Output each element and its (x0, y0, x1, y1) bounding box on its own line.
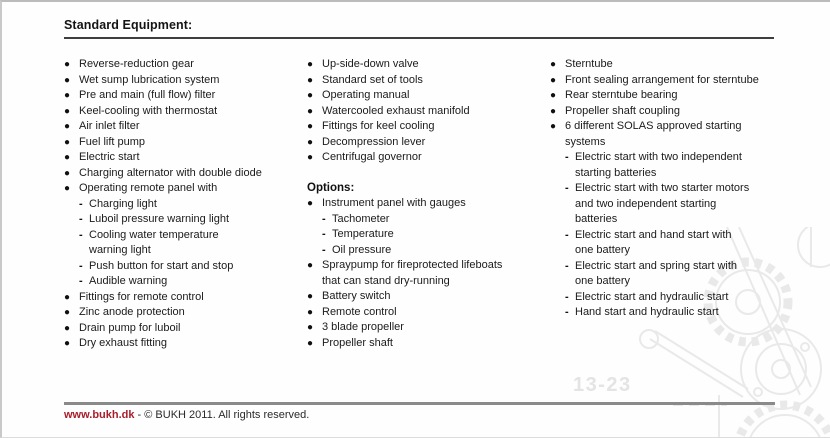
page-number: 13-23 (573, 374, 632, 396)
bullet-icon: ● (307, 121, 314, 132)
dash-icon: - (79, 259, 83, 272)
bullet-icon: ● (64, 121, 71, 132)
list-item (307, 73, 550, 89)
list-item-label: Centrifugal governor (322, 151, 422, 163)
list-item-label: Wet sump lubrication system (79, 73, 220, 86)
sub-list-item-label: Tachometer (332, 212, 390, 225)
sub-list-item-label: Electric start with two independent starting batteries (575, 151, 742, 179)
bullet-icon: ● (307, 74, 314, 86)
sub-list-item (307, 243, 550, 259)
list-item-label: Decompression lever (322, 135, 426, 148)
list-item (307, 135, 550, 151)
sub-list-item (64, 197, 307, 213)
bullet-icon: ● (307, 152, 314, 163)
list-item (307, 258, 550, 289)
sub-list-item (550, 290, 795, 306)
footer-website-link[interactable]: www.bukh.dk (64, 409, 135, 421)
dash-icon: - (79, 275, 83, 287)
list-item (64, 119, 307, 135)
bullet-icon: ● (64, 105, 71, 117)
list-item-label: Dry exhaust fitting (79, 337, 168, 349)
list-item-label: Air inlet filter (79, 120, 140, 132)
list-item-label: Electric start (79, 151, 140, 163)
bullet-icon: ● (64, 322, 71, 334)
sub-list-item (307, 212, 550, 228)
dash-icon: - (322, 212, 326, 225)
sub-list-item-label: Luboil pressure warning light (89, 213, 230, 225)
sub-list-item-label: Oil pressure (332, 243, 392, 256)
sub-list-item (64, 212, 307, 228)
bullet-icon: ● (64, 167, 71, 179)
equipment-column-3 (550, 57, 795, 352)
list-item (64, 135, 307, 151)
dash-icon: - (322, 228, 326, 240)
sub-list-item-label: Audible warning (89, 275, 168, 287)
list-item (550, 88, 795, 104)
list-item-label: Propeller shaft (322, 336, 393, 349)
list-item-label: Standard set of tools (322, 73, 423, 86)
sub-list-item (64, 274, 307, 290)
bullet-icon: ● (307, 260, 314, 271)
list-item-label: Keel-cooling with thermostat (79, 104, 218, 117)
list-item-label: Zinc anode protection (79, 306, 185, 318)
list-item-label: 6 different SOLAS approved starting systems (565, 120, 742, 148)
list-item-label: Up-side-down valve (322, 58, 419, 70)
list-item (307, 119, 550, 135)
list-item-label: Fittings for remote control (79, 290, 204, 303)
dash-icon: - (565, 182, 569, 194)
list-item (307, 88, 550, 104)
list-item (550, 104, 795, 120)
list-item-label: Fittings for keel cooling (322, 120, 435, 132)
bullet-icon: ● (64, 338, 71, 349)
list-item-label: Instrument panel with gauges (322, 197, 466, 209)
list-item (64, 321, 307, 337)
list-item (307, 305, 550, 321)
sub-list-item-label: Temperature (332, 228, 394, 240)
bullet-icon: ● (307, 337, 314, 349)
footer-copyright: - © BUKH 2011. All rights reserved. (134, 409, 310, 421)
bullet-icon: ● (307, 59, 314, 70)
sub-list-item (550, 228, 795, 259)
sub-list-item (550, 259, 795, 290)
list-item-label: Battery switch (322, 290, 391, 302)
list-item (64, 290, 307, 306)
list-item (64, 336, 307, 352)
bullet-icon: ● (550, 121, 557, 132)
footer (64, 409, 309, 421)
list-item (307, 336, 550, 352)
list-item (64, 181, 307, 197)
list-item (307, 150, 550, 166)
bullet-icon: ● (64, 74, 71, 86)
bullet-icon: ● (550, 90, 557, 101)
list-item-label: Sterntube (565, 58, 613, 70)
list-item (64, 104, 307, 120)
footer-divider (64, 402, 775, 405)
bullet-icon: ● (550, 59, 557, 70)
options-heading: Options: (307, 181, 355, 194)
bullet-icon: ● (307, 90, 314, 101)
bullet-icon: ● (307, 322, 314, 333)
bullet-icon: ● (307, 198, 314, 209)
dash-icon: - (565, 306, 569, 318)
bullet-icon: ● (64, 183, 71, 194)
sub-list-item (550, 181, 795, 228)
dash-icon: - (322, 243, 326, 256)
list-item (64, 166, 307, 182)
list-item (550, 73, 795, 89)
dash-icon: - (79, 213, 83, 225)
sub-list-item (550, 150, 795, 181)
sub-list-item (550, 305, 795, 321)
list-item (550, 119, 795, 150)
list-item-label: Pre and main (full flow) filter (79, 89, 216, 101)
list-item-label: Rear sterntube bearing (565, 89, 678, 101)
list-item (307, 289, 550, 305)
sub-list-item-label: Cooling water temperature warning light (89, 228, 219, 256)
list-item-label: Front sealing arrangement for sterntube (565, 73, 759, 86)
sub-list-item-label: Electric start and spring start with one battery (575, 259, 738, 287)
list-item-label: Reverse-reduction gear (79, 58, 194, 70)
list-item (64, 88, 307, 104)
list-item (64, 305, 307, 321)
sub-list-item (64, 228, 307, 259)
list-item-label: Remote control (322, 305, 397, 318)
sub-list-item-label: Electric start and hand start with one battery (575, 228, 732, 256)
bullet-icon: ● (307, 105, 314, 117)
equipment-column-1 (64, 57, 307, 352)
bullet-icon: ● (64, 136, 71, 148)
list-item-label: Charging alternator with double diode (79, 166, 262, 179)
bullet-icon: ● (64, 90, 71, 101)
sub-list-item (307, 227, 550, 243)
bullet-icon: ● (307, 291, 314, 302)
list-item (64, 57, 307, 73)
bullet-icon: ● (550, 105, 557, 117)
sub-list-item (64, 259, 307, 275)
dash-icon: - (565, 151, 569, 163)
list-item-label: Fuel lift pump (79, 135, 146, 148)
bullet-icon: ● (64, 307, 71, 318)
bullet-icon: ● (307, 136, 314, 148)
dash-icon: - (565, 290, 569, 303)
dash-icon: - (79, 228, 83, 241)
list-item-label: Watercooled exhaust manifold (322, 104, 470, 117)
sub-list-item-label: Hand start and hydraulic start (575, 306, 719, 318)
sub-list-item-label: Push button for start and stop (89, 259, 234, 272)
sub-list-item-label: Electric start and hydraulic start (575, 290, 729, 303)
list-item (307, 104, 550, 120)
dash-icon: - (79, 197, 83, 210)
list-item-label: 3 blade propeller (322, 321, 404, 333)
list-item (307, 196, 550, 212)
list-item-label: Operating remote panel with (79, 182, 218, 194)
bullet-icon: ● (64, 59, 71, 70)
list-item-label: Spraypump for fireprotected lifeboats that can stand dry-running (322, 259, 503, 287)
list-item-label: Propeller shaft coupling (565, 104, 680, 117)
dash-icon: - (565, 259, 569, 272)
bullet-icon: ● (307, 306, 314, 318)
title-underline (64, 37, 774, 39)
list-item (64, 150, 307, 166)
bullet-icon: ● (550, 74, 557, 86)
list-item-label: Drain pump for luboil (79, 321, 181, 334)
list-item-label: Operating manual (322, 89, 410, 101)
page-title: Standard Equipment: (64, 18, 193, 32)
sub-list-item-label: Electric start with two starter motors and two independent starting batteries (575, 182, 750, 225)
equipment-column-2 (307, 57, 550, 352)
bullet-icon: ● (64, 152, 71, 163)
list-item (307, 320, 550, 336)
sub-list-item-label: Charging light (89, 197, 157, 210)
dash-icon: - (565, 228, 569, 241)
bullet-icon: ● (64, 291, 71, 303)
list-item (307, 57, 550, 73)
list-item (550, 57, 795, 73)
equipment-columns (64, 57, 795, 352)
list-item (64, 73, 307, 89)
